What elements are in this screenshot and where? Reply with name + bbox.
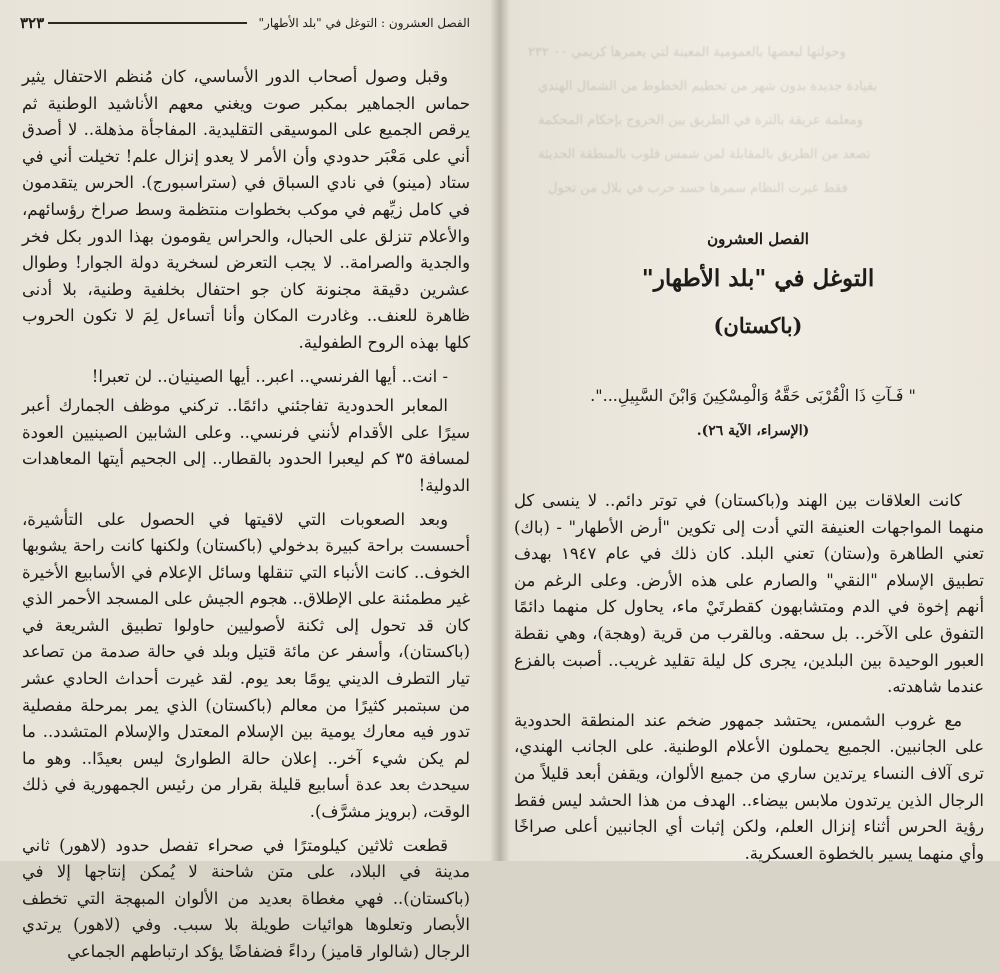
chapter-label: الفصل العشرون [707, 230, 809, 248]
paragraph: مع غروب الشمس، يحتشد جمهور ضخم عند المنطقة الحدودية على الجانبين. الجميع يحملون الأعلام الوطنية. على الجانب الهندي، ترى آلاف النساء يرتدين ساري من جميع الألوان، ويقفن أبعد قليلاً من الرجال الذين يرتدون ملابس بيضاء.. الهدف من هذا الحشد ليس فقط رؤية الحرس أثناء إنزال العلم، ولكن إثبات أي الجانبين أعلى صراخًا وأي منهما يسير بالخطوة العسكرية. [514, 710, 984, 863]
bleed-through-line: تصعد من الطريق بالمقابلة لمن شمس قلوب بالمنطقة الحديثة [538, 147, 871, 162]
running-head [20, 10, 470, 36]
paragraph: كانت العلاقات بين الهند و(باكستان) في توتر دائم.. لا ينسى كل منهما المواجهات العنيفة التي أدت إلى تكوين "أرض الأطهار" - (باك) تعني الطاهرة و(ستان) تعني البلد. كان ذلك في عام ١٩٤٧ بهدف تطبيق الإسلام "النقي" والصارم على هذه الأرض. وعلى الرغم من أنهم إخوة في الدم ومتشابهون كقطرتَيْ ماء، يحاول كل منهما دائمًا التفوق على الآخر.. بل سحقه. وبالقرب من قرية (وهجة)، وهي نقطة العبور الوحيدة بين البلدين، يجرى كل ليلة تقليد غريب.. أصبت بالفزع عندما شاهدته. [514, 491, 984, 697]
running-head-rule [48, 22, 246, 24]
bleed-through-line: بقيادة جديدة بدون شهر من تحطيم الخطوط من الشمال الهندي [538, 79, 878, 94]
running-head-title: الفصل العشرون : التوغل في "بلد الأطهار" [258, 16, 470, 30]
chapter-subtitle: (باكستان) [713, 313, 803, 338]
left-page [0, 0, 492, 961]
paragraph: قطعت ثلاثين كيلومترًا في صحراء تفصل حدود (لاهور) ثاني مدينة في البلاد، على متن شاحنة لا يُمكن إنتاجها إلا في (باكستان).. فهي مغطاة بعديد من الألوان المبهجة التي تخطف الأبصار وتعلوها هوائيات طويلة بلا سبب. وفي (لاهور) يرتدي الرجال (شالوار قاميز) رداءً فضفاضًا يؤكد ارتباطهم الجماعي [22, 835, 470, 961]
page-number: ٣٢٣ [20, 14, 45, 32]
bleed-through-line: فقط غيرت النظام سمرها حسد حرب في بلال من تحول [548, 181, 848, 196]
right-page-body [514, 488, 984, 874]
paragraph-dialogue: - انت.. أيها الفرنسي.. اعبر.. أيها الصينيان.. لن تعبرا! [91, 366, 448, 386]
epigraph-quote: " فَـآتِ ذَا الْقُرْبَى حَقَّهُ وَالْمِسْكِينَ وَابْنَ السَّبِيلِ...". [590, 386, 916, 405]
bleed-through-line: وحولتها لبعضها بالعمومية المعينة لتي يعمرها كريمي ٠٠ ٢٣٢ [528, 45, 846, 60]
left-page-body [22, 64, 470, 973]
paragraph: وبعد الصعوبات التي لاقيتها في الحصول على التأشيرة، أحسست براحة كبيرة بدخولي (باكستان) ولكنها كانت راحة يشوبها الخوف.. كانت الأنباء التي تنقلها وسائل الإعلام في الأسابيع الأخيرة غير مطمئنة على الإطلاق.. هجوم الجيش على المسجد الأحمر الذي كان قد تحول إلى ثكنة لأصوليين حاولوا تطبيق الشريعة في (باكستان)، وأسفر عن مائة قتيل وبلد في حالة صدمة من تصاعد تيار التطرف الديني يومًا بعد يوم. لقد غيرت أحداث الحادي عشر من سبتمبر كثيرًا من معالم (باكستان) الذي يمر بمرحلة مفصلية تدور فيه معارك يومية بين الإسلام المعتدل والإسلام المتشدد.. ما لم يكن شيء آخر.. إعلان حالة الطوارئ ليس بعيدًا.. وهو ما سيحدث بعد عدة أسابيع قليلة بقرار من رئيس الجمهورية في ذلك الوقت، (برويز مشرَّف). [22, 509, 470, 822]
paragraph: وقبل وصول أصحاب الدور الأساسي، كان مُنظم الاحتفال يثير حماس الجماهير بمكبر صوت ويغني معهم الأناشيد الوطنية ثم يرقص الجميع على الموسيقى التقليدية. المفاجأة مذهلة.. لا أصدق أني على مَعْبَر حدودي وأن الأمر لا يعدو إنزال علم! تخيلت أني في ستاد (مينو) في نادي السباق في (ستراسبورج). الحرس يتقدمون في كامل زيِّهم في موكب بخطوات منتظمة وسط صراخ رؤسائهم، والأعلام تنزلق على الحبال، والحراس يقومون بهذا الدور بكل فخر والجدية والصرامة.. لا يجب التعرض لسخرية دولة الجوار! وطوال عشرين دقيقة مجنونة كان جو احتفال بخلفية وطنية، بلا أدنى ظاهرة للعنف.. وغادرت المكان وأنا أتساءل لِمَ لا تكون الحروب كلها بهذه الروح الطفولية. [22, 67, 470, 352]
paragraph: المعابر الحدودية تفاجئني دائمًا.. تركني موظف الجمارك أعبر سيرًا على الأقدام لأنني فرنسي.. وعلى الشابين الصينيين العودة لمسافة ٣٥ كم ليعبرا الحدود بالقطار.. إلى الجحيم أيتها المعاهدات الدولية! [22, 396, 470, 495]
chapter-title: التوغل في "بلد الأطهار" [641, 265, 875, 292]
epigraph-reference: (الإسراء، الآية ٢٦). [696, 423, 810, 439]
bleed-through-line: ومعلمة عريقة بالترة في الطريق بين الخروج بإحكام المحكمة [538, 113, 864, 128]
right-page [508, 0, 1000, 861]
